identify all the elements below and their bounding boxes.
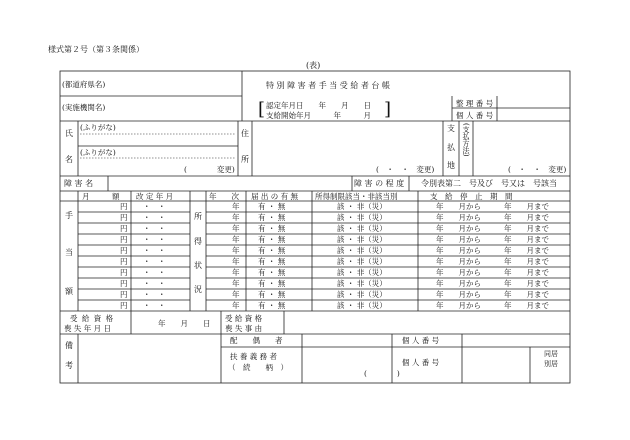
loss-reason-1: 受 給 資 格 [225, 314, 263, 323]
row-yen: 円 [120, 224, 128, 233]
row-year: 年 [232, 213, 240, 222]
row-presence: 有 ・ 無 [258, 224, 286, 233]
row-revise-dots: ・ ・ [143, 268, 166, 277]
remarks-label-2: 考 [65, 361, 73, 370]
row-from: 年 月から [436, 279, 481, 288]
col-report: 届 出 の 有 無 [251, 192, 299, 201]
supporter-label-2: （ 続 柄 ） [228, 363, 288, 372]
disability-degree-value: 令別表第二 号及び 号又は 号該当 [421, 179, 557, 188]
row-yen: 円 [120, 290, 128, 299]
loss-date: 年 月 日 [158, 319, 211, 328]
row-presence: 有 ・ 無 [258, 213, 286, 222]
disability-name-label: 障 害 名 [64, 179, 94, 188]
row-yen: 円 [120, 213, 128, 222]
row-from: 年 月から [436, 290, 481, 299]
form-number: 様式第２号（第３条関係） [48, 45, 144, 54]
row-presence: 有 ・ 無 [258, 246, 286, 255]
row-year: 年 [232, 246, 240, 255]
row-to: 年 月まで [504, 213, 549, 222]
row-to: 年 月まで [504, 290, 549, 299]
payment-change: ( ・ ・ 変更) [508, 165, 567, 174]
row-revise-dots: ・ ・ [143, 246, 166, 255]
name-change: ( 変更) [184, 165, 235, 174]
row-presence: 有 ・ 無 [258, 301, 286, 310]
row-revise-dots: ・ ・ [143, 235, 166, 244]
row-year: 年 [232, 224, 240, 233]
row-from: 年 月から [436, 224, 481, 233]
bracket-left: [ [258, 99, 266, 120]
address-label-1: 住 [241, 129, 249, 138]
cert-date-label: 認定年月日 年 月 日 [266, 101, 371, 110]
row-year: 年 [232, 235, 240, 244]
address-label-2: 所 [241, 155, 249, 164]
row-income: 該 ・ 非（災） [337, 257, 387, 266]
payment-start-label: 支給開始年月 年 月 [266, 111, 371, 120]
row-yen: 円 [120, 268, 128, 277]
payment-label-3: 地 [447, 161, 455, 170]
payment-label-1: 支 [447, 124, 455, 133]
row-revise-dots: ・ ・ [143, 213, 166, 222]
row-from: 年 月から [436, 235, 481, 244]
row-year: 年 [232, 290, 240, 299]
row-yen: 円 [120, 279, 128, 288]
payment-label-2: 払 [447, 143, 455, 152]
row-from: 年 月から [436, 268, 481, 277]
left-label-1: 当 [65, 248, 73, 257]
agency-label: (実施機関名) [62, 103, 106, 112]
furigana-2: (ふりがな) [80, 148, 116, 157]
row-yen: 円 [120, 301, 128, 310]
spouse-label: 配 偶 者 [230, 336, 283, 345]
loss-reason-2: 喪 失 事 由 [225, 324, 263, 333]
col-income: 所得制限該当・非該当別 [315, 192, 398, 201]
row-from: 年 月から [436, 213, 481, 222]
row-income: 該 ・ 非（災） [337, 202, 387, 211]
row-income: 該 ・ 非（災） [337, 301, 387, 310]
left-label-0: 手 [65, 211, 73, 220]
row-to: 年 月まで [504, 224, 549, 233]
remarks-label-1: 備 [65, 341, 73, 350]
col-monthly-amount: 月 額 [82, 192, 120, 201]
address-change: ( ・ ・ 変更) [376, 165, 435, 174]
mid-label-0: 所 [194, 212, 202, 221]
row-income: 該 ・ 非（災） [337, 235, 387, 244]
row-income: 該 ・ 非（災） [337, 224, 387, 233]
name-label-2: 名 [65, 155, 73, 164]
row-from: 年 月から [436, 246, 481, 255]
row-yen: 円 [120, 257, 128, 266]
mid-label-2: 状 [194, 261, 202, 270]
row-presence: 有 ・ 無 [258, 235, 286, 244]
disability-degree-label: 障 害 の 程 度 [354, 179, 405, 188]
row-revise-dots: ・ ・ [143, 290, 166, 299]
col-year: 年 次 [209, 192, 239, 201]
loss-label-2: 喪 失 年 月 日 [64, 324, 112, 333]
cohabit-label: 同居 [544, 350, 558, 358]
mid-label-3: 況 [194, 285, 202, 294]
row-income: 該 ・ 非（災） [337, 246, 387, 255]
row-to: 年 月まで [504, 279, 549, 288]
individual-no-label: 個 人 番 号 [456, 111, 494, 120]
row-to: 年 月まで [504, 202, 549, 211]
row-presence: 有 ・ 無 [258, 268, 286, 277]
furigana-1: (ふりがな) [80, 123, 116, 132]
payment-method-label: (支払方法) [462, 123, 470, 157]
row-from: 年 月から [436, 202, 481, 211]
loss-label-1: 受 給 資 格 [70, 314, 115, 323]
row-to: 年 月まで [504, 246, 549, 255]
row-income: 該 ・ 非（災） [337, 279, 387, 288]
row-to: 年 月まで [504, 257, 549, 266]
row-presence: 有 ・ 無 [258, 290, 286, 299]
row-revise-dots: ・ ・ [143, 257, 166, 266]
supporter-number-label: 個 人 番 号 [402, 358, 440, 367]
row-income: 該 ・ 非（災） [337, 268, 387, 277]
row-year: 年 [232, 268, 240, 277]
row-yen: 円 [120, 202, 128, 211]
row-income: 該 ・ 非（災） [337, 290, 387, 299]
row-yen: 円 [120, 246, 128, 255]
row-presence: 有 ・ 無 [258, 257, 286, 266]
row-year: 年 [232, 301, 240, 310]
row-presence: 有 ・ 無 [258, 279, 286, 288]
row-revise-dots: ・ ・ [143, 224, 166, 233]
supporter-relation-paren: ( ) [364, 369, 400, 378]
row-revise-dots: ・ ・ [143, 279, 166, 288]
col-stop-period: 支 給 停 止 期 間 [430, 192, 513, 201]
left-label-2: 額 [65, 287, 73, 296]
mid-label-1: 得 [194, 237, 202, 246]
management-no-label: 整 理 番 号 [456, 99, 494, 108]
bracket-right: ] [384, 99, 392, 120]
side-label: (表) [306, 61, 321, 70]
row-yen: 円 [120, 235, 128, 244]
row-year: 年 [232, 257, 240, 266]
row-income: 該 ・ 非（災） [337, 213, 387, 222]
row-revise-dots: ・ ・ [143, 202, 166, 211]
prefecture-label: (都道府県名) [62, 80, 106, 89]
row-presence: 有 ・ 無 [258, 202, 286, 211]
name-label-1: 氏 [65, 129, 73, 138]
row-year: 年 [232, 202, 240, 211]
row-from: 年 月から [436, 301, 481, 310]
row-to: 年 月まで [504, 268, 549, 277]
row-to: 年 月まで [504, 301, 549, 310]
col-revise-date: 改 定 年 月 [136, 192, 174, 201]
page-title: 特 別 障 害 者 手 当 受 給 者 台 帳 [266, 81, 390, 90]
row-to: 年 月まで [504, 235, 549, 244]
supporter-label-1: 扶 養 義 務 者 [230, 352, 278, 361]
separate-label: 別居 [544, 360, 558, 368]
row-revise-dots: ・ ・ [143, 301, 166, 310]
row-year: 年 [232, 279, 240, 288]
row-from: 年 月から [436, 257, 481, 266]
spouse-number-label: 個 人 番 号 [402, 336, 440, 345]
